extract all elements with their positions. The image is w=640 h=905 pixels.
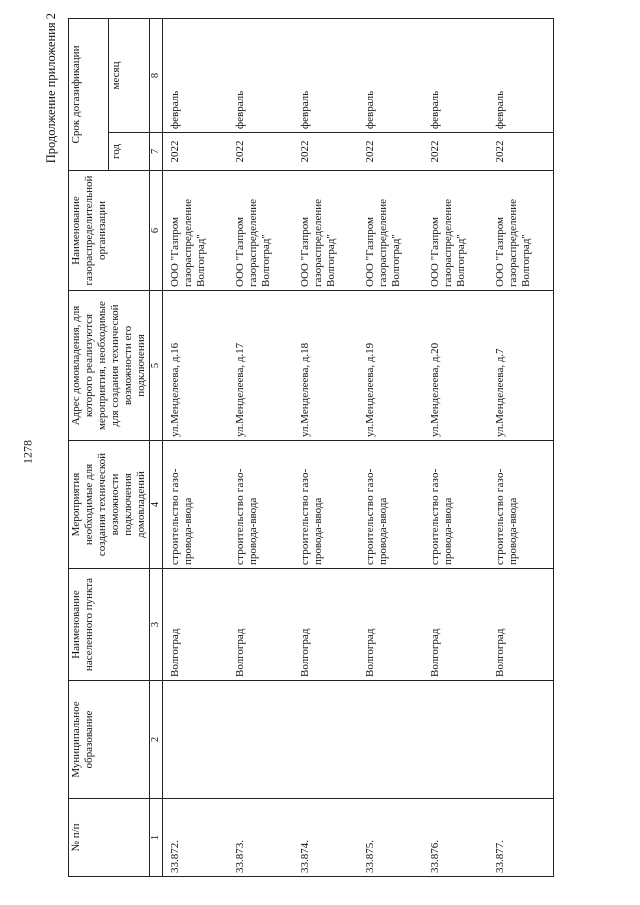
header-measures: Мероприятия необходимые для создания технической возможности подключения домовладений xyxy=(69,441,150,569)
row-municipality xyxy=(163,681,229,799)
measure-line: строительство газо- xyxy=(169,468,182,565)
row-organization xyxy=(228,171,293,291)
header-num: № п/п xyxy=(69,799,150,877)
continuation-caption: Продолжение приложения 2 xyxy=(44,13,58,164)
table-row xyxy=(358,18,423,876)
measure-line: провода-ввода xyxy=(442,497,455,565)
row-month: февраль xyxy=(423,18,488,132)
table-row xyxy=(423,18,488,876)
row-address: ул.Менделеева, д.17 xyxy=(228,291,293,441)
header-settlement: Наименование населенного пункта xyxy=(69,569,150,681)
header-organization: Наименование газораспределительной организации xyxy=(69,171,150,291)
row-organization xyxy=(488,171,554,291)
row-address: ул.Менделеева, д.16 xyxy=(163,291,229,441)
header-month: месяц xyxy=(109,18,149,132)
row-number: 33.874. xyxy=(293,799,358,877)
col-number: 7 xyxy=(149,133,162,171)
row-settlement: Волгоград xyxy=(423,569,488,681)
org-line: Волгоград" xyxy=(195,234,208,287)
table-row xyxy=(163,18,229,876)
row-year: 2022 xyxy=(488,133,554,171)
row-measure xyxy=(163,441,229,569)
row-number: 33.875. xyxy=(358,799,423,877)
row-municipality xyxy=(293,681,358,799)
table-row xyxy=(488,18,554,876)
org-line: Волгоград" xyxy=(260,234,273,287)
measure-line: строительство газо- xyxy=(234,468,247,565)
measure-line: провода-ввода xyxy=(312,497,325,565)
org-line: ООО "Газпром xyxy=(299,216,312,287)
row-address: ул.Менделеева, д.18 xyxy=(293,291,358,441)
table-header xyxy=(69,18,163,876)
row-number: 33.876. xyxy=(423,799,488,877)
row-organization xyxy=(358,171,423,291)
measure-line: провода-ввода xyxy=(507,497,520,565)
row-organization xyxy=(423,171,488,291)
document-sheet xyxy=(44,5,604,885)
row-municipality xyxy=(358,681,423,799)
row-year: 2022 xyxy=(163,133,229,171)
measure-line: строительство газо- xyxy=(494,468,507,565)
table-body xyxy=(163,18,554,876)
row-organization xyxy=(293,171,358,291)
row-year: 2022 xyxy=(358,133,423,171)
row-number: 33.872. xyxy=(163,799,229,877)
org-line: ООО "Газпром xyxy=(429,216,442,287)
row-settlement: Волгоград xyxy=(228,569,293,681)
row-measure xyxy=(423,441,488,569)
header-address: Адрес домовладения, для которого реализуются мероприятия, необходимые для создания технической возможности его подключения xyxy=(69,291,150,441)
org-line: газораспределение xyxy=(182,198,195,287)
row-number: 33.877. xyxy=(488,799,554,877)
measure-line: строительство газо- xyxy=(364,468,377,565)
row-settlement: Волгоград xyxy=(163,569,229,681)
col-number: 2 xyxy=(149,681,162,799)
row-measure xyxy=(228,441,293,569)
header-deadline: Срок догазификации xyxy=(69,18,109,170)
measure-line: строительство газо- xyxy=(429,468,442,565)
org-line: Волгоград" xyxy=(455,234,468,287)
row-measure xyxy=(488,441,554,569)
header-year: год xyxy=(109,133,149,171)
col-number: 5 xyxy=(149,291,162,441)
row-municipality xyxy=(228,681,293,799)
row-year: 2022 xyxy=(228,133,293,171)
row-year: 2022 xyxy=(293,133,358,171)
row-year: 2022 xyxy=(423,133,488,171)
row-address: ул.Менделеева, д.7 xyxy=(488,291,554,441)
org-line: ООО "Газпром xyxy=(494,216,507,287)
org-line: ООО "Газпром xyxy=(234,216,247,287)
row-organization xyxy=(163,171,229,291)
row-address: ул.Менделеева, д.19 xyxy=(358,291,423,441)
org-line: газораспределение xyxy=(442,198,455,287)
org-line: Волгоград" xyxy=(520,234,533,287)
col-number: 8 xyxy=(149,18,162,132)
measure-line: провода-ввода xyxy=(247,497,260,565)
org-line: газораспределение xyxy=(377,198,390,287)
row-number: 33.873. xyxy=(228,799,293,877)
row-measure xyxy=(293,441,358,569)
org-line: газораспределение xyxy=(312,198,325,287)
row-month: февраль xyxy=(488,18,554,132)
table-row xyxy=(228,18,293,876)
row-settlement: Волгоград xyxy=(358,569,423,681)
col-number: 1 xyxy=(149,799,162,877)
row-settlement: Волгоград xyxy=(293,569,358,681)
row-municipality xyxy=(423,681,488,799)
measure-line: провода-ввода xyxy=(377,497,390,565)
header-municipality: Муниципальное образование xyxy=(69,681,150,799)
row-measure xyxy=(358,441,423,569)
org-line: ООО "Газпром xyxy=(169,216,182,287)
org-line: ООО "Газпром xyxy=(364,216,377,287)
table-row xyxy=(293,18,358,876)
measure-line: строительство газо- xyxy=(299,468,312,565)
row-settlement: Волгоград xyxy=(488,569,554,681)
gasification-table xyxy=(68,18,554,877)
org-line: Волгоград" xyxy=(390,234,403,287)
col-number: 3 xyxy=(149,569,162,681)
measure-line: провода-ввода xyxy=(182,497,195,565)
row-month: февраль xyxy=(163,18,229,132)
row-month: февраль xyxy=(293,18,358,132)
page-number: 1278 xyxy=(20,440,35,464)
col-number: 6 xyxy=(149,171,162,291)
org-line: газораспределение xyxy=(247,198,260,287)
org-line: Волгоград" xyxy=(325,234,338,287)
col-number: 4 xyxy=(149,441,162,569)
row-address: ул.Менделеева, д.20 xyxy=(423,291,488,441)
row-municipality xyxy=(488,681,554,799)
row-month: февраль xyxy=(228,18,293,132)
org-line: газораспределение xyxy=(507,198,520,287)
row-month: февраль xyxy=(358,18,423,132)
